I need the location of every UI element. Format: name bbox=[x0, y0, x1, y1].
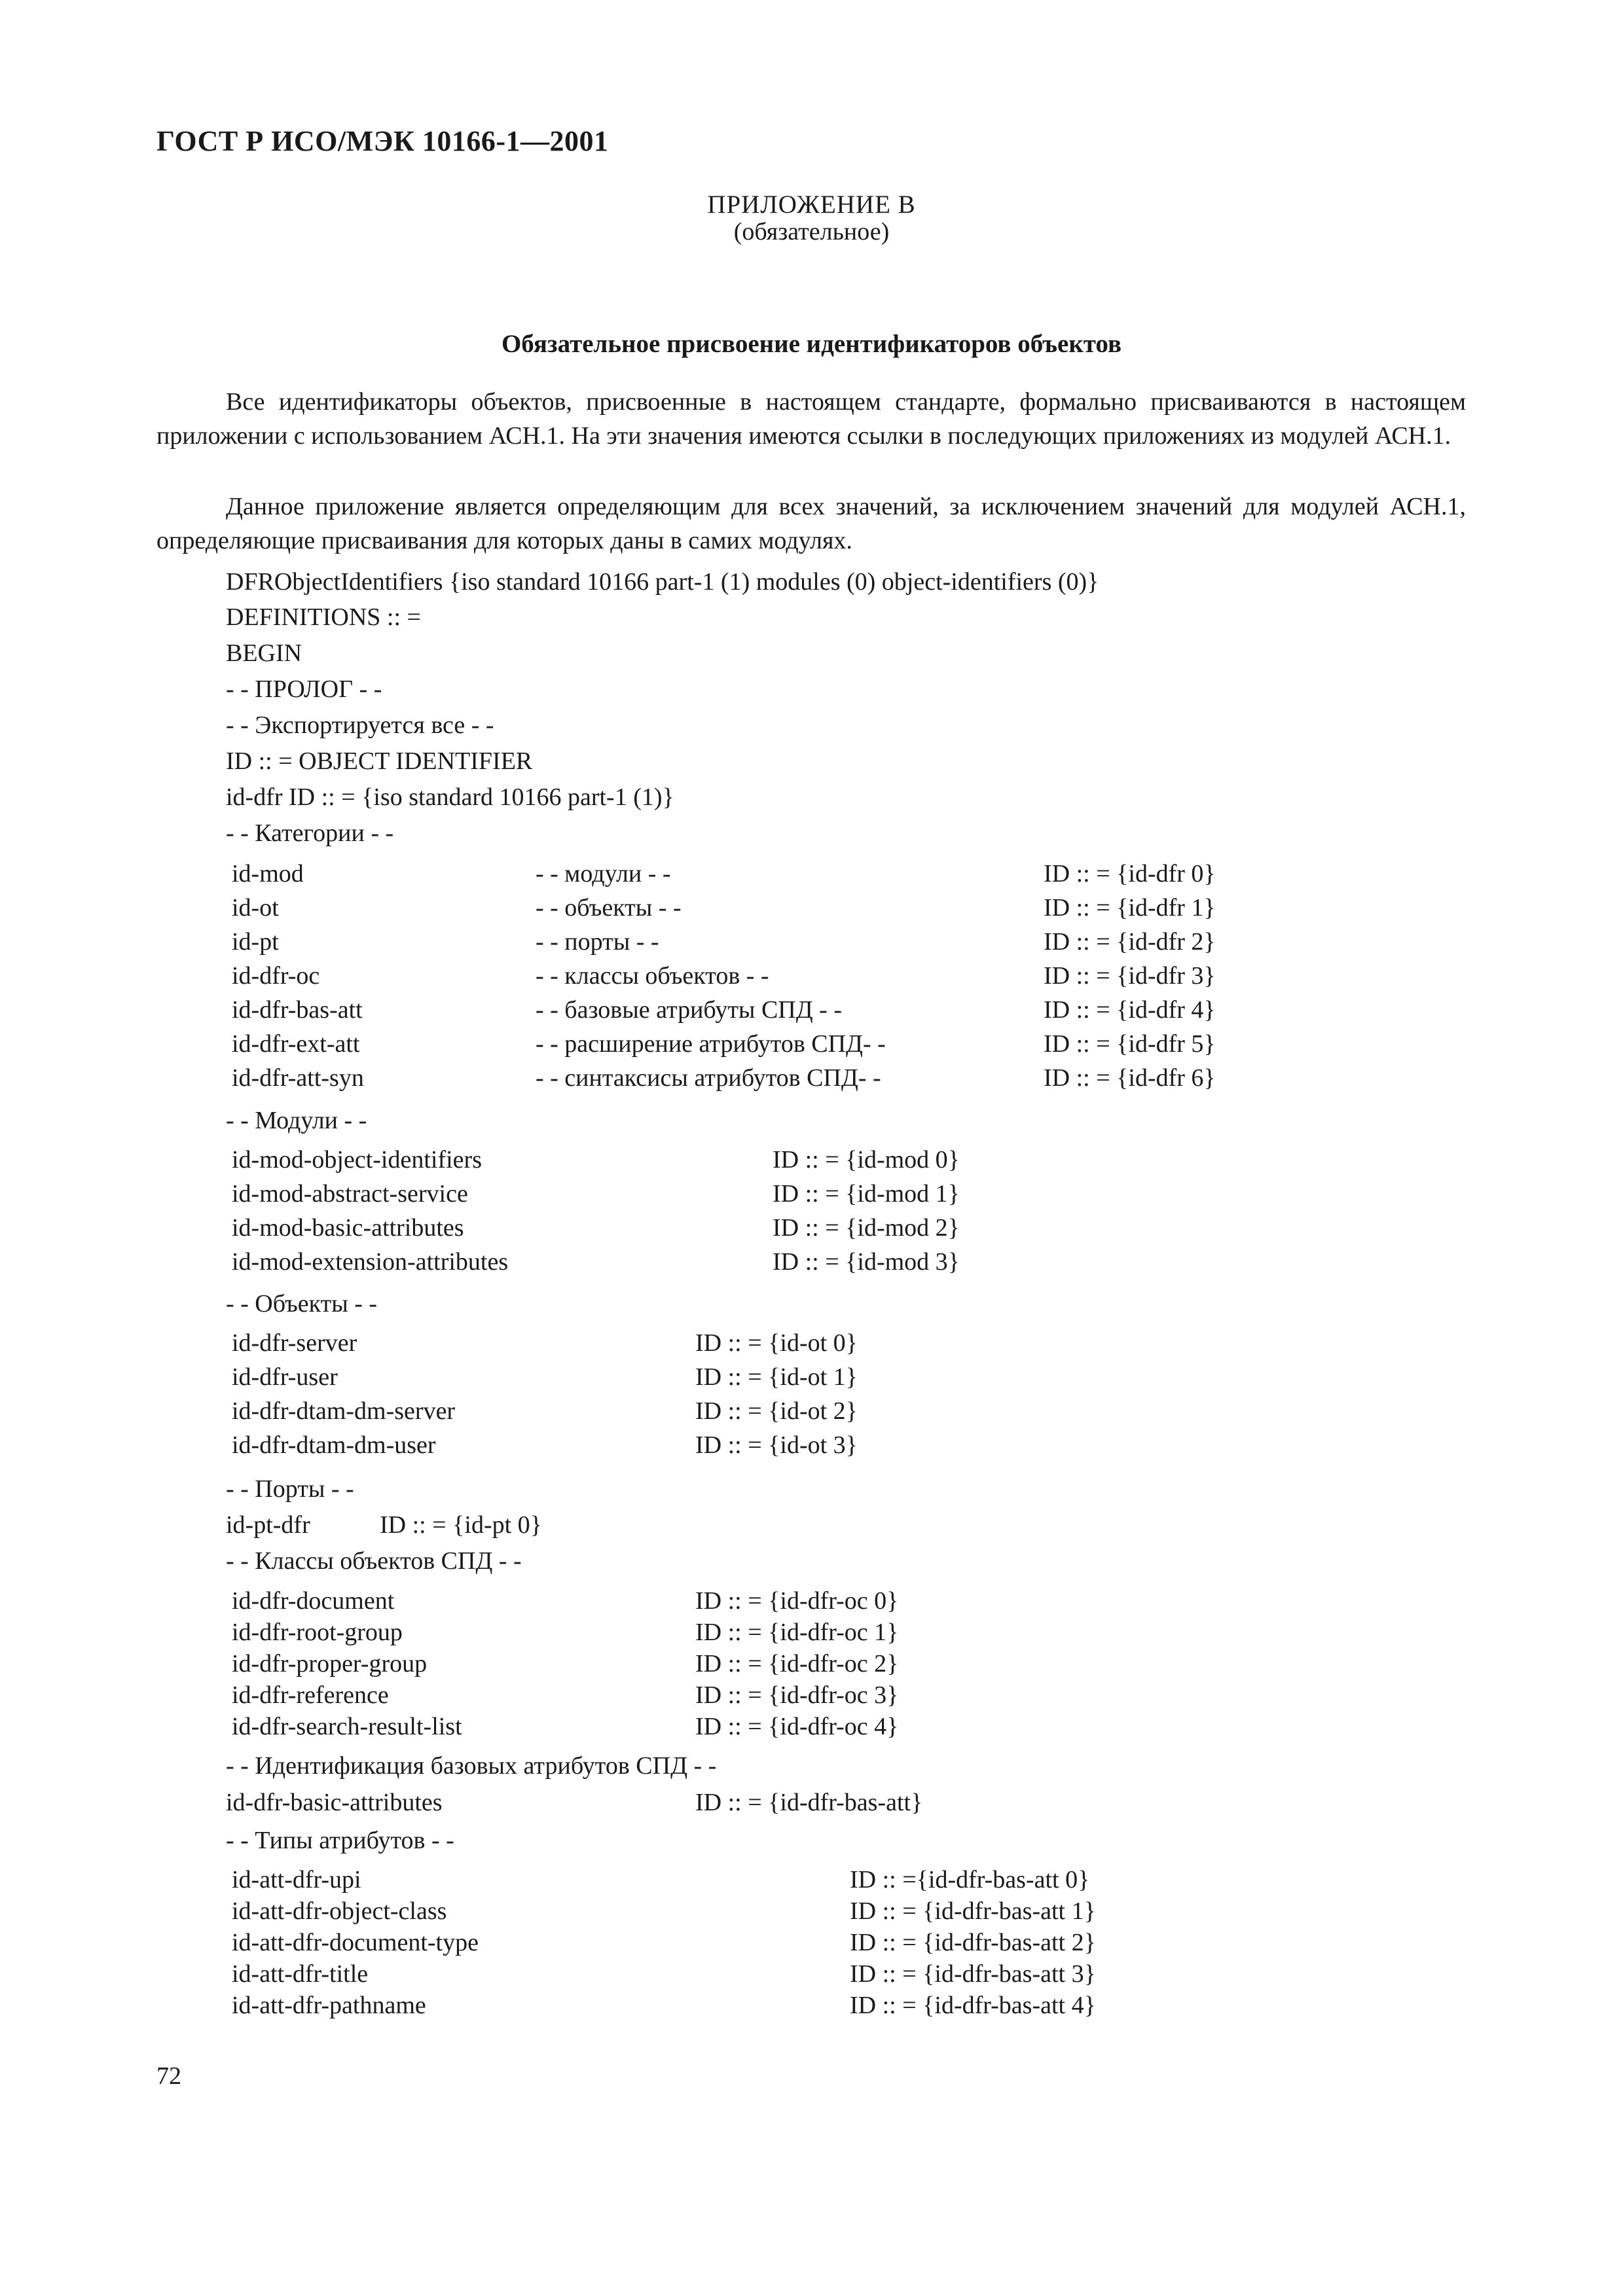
id-definition: ID :: = OBJECT IDENTIFIER bbox=[226, 747, 533, 775]
category-name: id-pt bbox=[232, 928, 279, 956]
module-value: ID :: = {id-mod 1} bbox=[773, 1180, 960, 1208]
page-number: 72 bbox=[156, 2062, 181, 2090]
module-value: ID :: = {id-mod 3} bbox=[773, 1248, 960, 1276]
class-value: ID :: = {id-dfr-oc 2} bbox=[695, 1650, 899, 1677]
intro-paragraph: Все идентификаторы объектов, присвоенные в настоящем стандарте, формально присваиваются в настоящем приложении с использованием АСН.1. На эти значения имеются ссылки в последующих приложениях из модулей АСН.1. bbox=[156, 388, 1466, 450]
object-name: id-dfr-dtam-dm-server bbox=[232, 1397, 456, 1425]
category-value: ID :: = {id-dfr 5} bbox=[1044, 1030, 1216, 1058]
classes-heading: - - Классы объектов СПД - - bbox=[226, 1547, 522, 1575]
objects-heading: - - Объекты - - bbox=[226, 1290, 378, 1318]
category-name: id-mod bbox=[232, 860, 304, 888]
category-name: id-ot bbox=[232, 894, 279, 922]
category-name: id-dfr-ext-att bbox=[232, 1030, 360, 1058]
class-value: ID :: = {id-dfr-oc 0} bbox=[695, 1587, 899, 1615]
ports-heading: - - Порты - - bbox=[226, 1475, 354, 1503]
object-value: ID :: = {id-ot 2} bbox=[695, 1397, 858, 1425]
definitions-line: DEFINITIONS :: = bbox=[226, 603, 421, 631]
category-comment: - - расширение атрибутов СПД- - bbox=[536, 1030, 886, 1058]
category-value: ID :: = {id-dfr 0} bbox=[1044, 860, 1216, 888]
category-comment: - - порты - - bbox=[536, 928, 659, 956]
attr-type-name: id-att-dfr-title bbox=[232, 1960, 369, 1988]
attr-type-value: ID :: = {id-dfr-bas-att 1} bbox=[850, 1897, 1096, 1925]
attr-type-value: ID :: = {id-dfr-bas-att 3} bbox=[850, 1960, 1096, 1988]
category-value: ID :: = {id-dfr 2} bbox=[1044, 928, 1216, 956]
attr-type-name: id-att-dfr-document-type bbox=[232, 1929, 479, 1956]
object-name: id-dfr-user bbox=[232, 1363, 338, 1391]
category-value: ID :: = {id-dfr 6} bbox=[1044, 1064, 1216, 1092]
class-name: id-dfr-reference bbox=[232, 1681, 389, 1709]
module-name: id-mod-extension-attributes bbox=[232, 1248, 509, 1276]
module-value: ID :: = {id-mod 0} bbox=[773, 1146, 960, 1174]
category-comment: - - объекты - - bbox=[536, 894, 682, 922]
module-name: id-mod-basic-attributes bbox=[232, 1214, 464, 1242]
module-value: ID :: = {id-mod 2} bbox=[773, 1214, 960, 1242]
categories-heading: - - Категории - - bbox=[226, 819, 394, 847]
category-value: ID :: = {id-dfr 4} bbox=[1044, 996, 1216, 1024]
class-value: ID :: = {id-dfr-oc 1} bbox=[695, 1619, 899, 1646]
basic-id-value: ID :: = {id-dfr-bas-att} bbox=[695, 1789, 923, 1816]
category-value: ID :: = {id-dfr 1} bbox=[1044, 894, 1216, 922]
category-name: id-dfr-att-syn bbox=[232, 1064, 364, 1092]
begin-line: BEGIN bbox=[226, 639, 302, 667]
attr-type-value: ID :: = {id-dfr-bas-att 2} bbox=[850, 1929, 1096, 1956]
section-title: Обязательное присвоение идентификаторов объектов bbox=[501, 330, 1122, 358]
object-value: ID :: = {id-ot 0} bbox=[695, 1329, 858, 1357]
modules-heading: - - Модули - - bbox=[226, 1107, 367, 1134]
category-comment: - - синтаксисы атрибутов СПД- - bbox=[536, 1064, 881, 1092]
category-comment: - - классы объектов - - bbox=[536, 962, 769, 990]
attr-type-name: id-att-dfr-upi bbox=[232, 1866, 361, 1893]
appendix-title: ПРИЛОЖЕНИЕ В bbox=[707, 190, 916, 219]
category-comment: - - модули - - bbox=[536, 860, 671, 888]
basic-id-heading: - - Идентификация базовых атрибутов СПД - - bbox=[226, 1752, 717, 1780]
class-value: ID :: = {id-dfr-oc 3} bbox=[695, 1681, 899, 1709]
class-name: id-dfr-root-group bbox=[232, 1619, 403, 1646]
attr-type-name: id-att-dfr-object-class bbox=[232, 1897, 447, 1925]
exports-comment: - - Экспортируется все - - bbox=[226, 711, 494, 739]
attr-type-value: ID :: ={id-dfr-bas-att 0} bbox=[850, 1866, 1090, 1893]
module-name: id-mod-object-identifiers bbox=[232, 1146, 482, 1174]
class-name: id-dfr-document bbox=[232, 1587, 395, 1615]
port-value: ID :: = {id-pt 0} bbox=[380, 1511, 542, 1539]
category-name: id-dfr-oc bbox=[232, 962, 320, 990]
prolog-comment: - - ПРОЛОГ - - bbox=[226, 675, 382, 703]
class-name: id-dfr-search-result-list bbox=[232, 1713, 462, 1740]
scope-paragraph: Данное приложение является определяющим для всех значений, за исключением значений для модулей АСН.1, определяющие присваивания для которых даны в самих модулях. bbox=[156, 493, 1466, 554]
object-name: id-dfr-server bbox=[232, 1329, 357, 1357]
basic-id-name: id-dfr-basic-attributes bbox=[226, 1789, 443, 1816]
category-comment: - - базовые атрибуты СПД - - bbox=[536, 996, 842, 1024]
appendix-subtitle: (обязательное) bbox=[733, 218, 890, 245]
object-name: id-dfr-dtam-dm-user bbox=[232, 1431, 436, 1459]
id-dfr-definition: id-dfr ID :: = {iso standard 10166 part-1 (1)} bbox=[226, 783, 674, 811]
port-name: id-pt-dfr bbox=[226, 1511, 310, 1539]
category-value: ID :: = {id-dfr 3} bbox=[1044, 962, 1216, 990]
class-value: ID :: = {id-dfr-oc 4} bbox=[695, 1713, 899, 1740]
standard-header: ГОСТ Р ИСО/МЭК 10166-1—2001 bbox=[156, 125, 609, 157]
object-value: ID :: = {id-ot 3} bbox=[695, 1431, 858, 1459]
module-header: DFRObjectIdentifiers {iso standard 10166 part-1 (1) modules (0) object-identifiers (0)} bbox=[226, 568, 1099, 596]
module-name: id-mod-abstract-service bbox=[232, 1180, 468, 1208]
object-value: ID :: = {id-ot 1} bbox=[695, 1363, 858, 1391]
attr-type-value: ID :: = {id-dfr-bas-att 4} bbox=[850, 1992, 1096, 2019]
attr-type-name: id-att-dfr-pathname bbox=[232, 1992, 426, 2019]
attr-types-heading: - - Типы атрибутов - - bbox=[226, 1827, 454, 1854]
category-name: id-dfr-bas-att bbox=[232, 996, 363, 1024]
class-name: id-dfr-proper-group bbox=[232, 1650, 428, 1677]
